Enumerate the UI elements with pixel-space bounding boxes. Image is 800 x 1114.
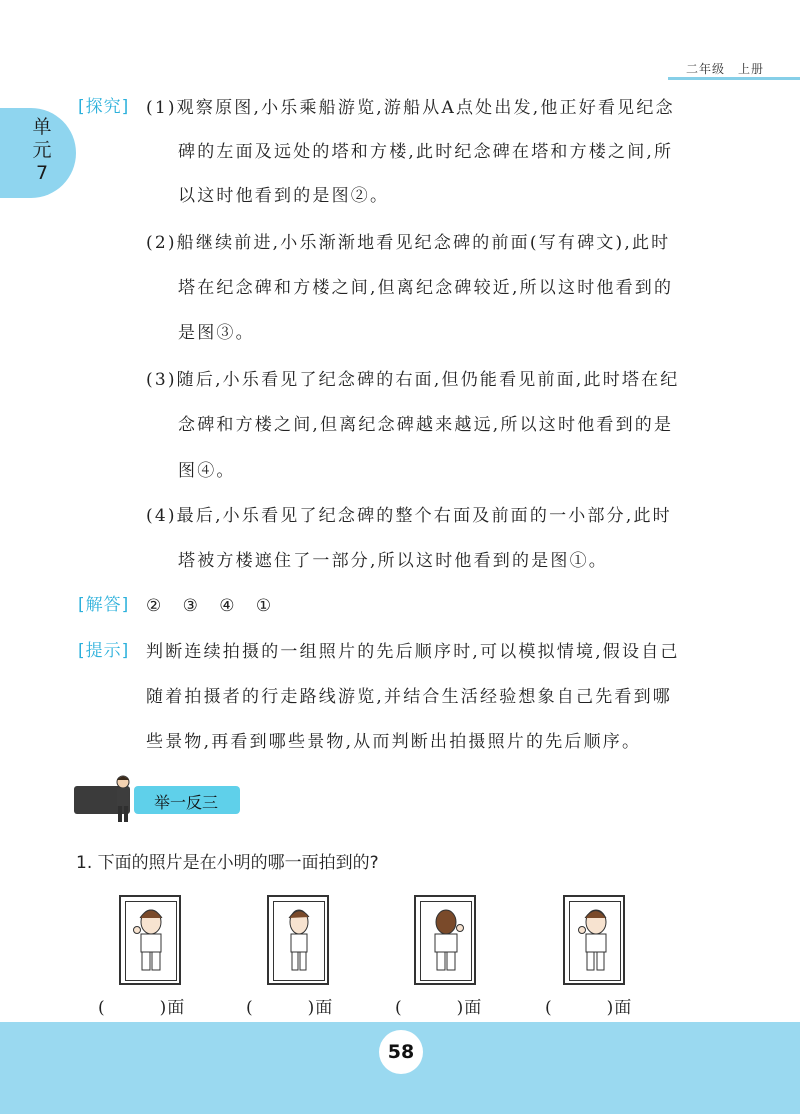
explore-line-5: 塔在纪念碑和方楼之间,但离纪念碑较近,所以这时他看到的 bbox=[178, 278, 674, 298]
blank-1[interactable]: ( )面 bbox=[98, 998, 186, 1018]
blank-3[interactable]: ( )面 bbox=[395, 998, 483, 1018]
boy-side-icon bbox=[274, 902, 324, 980]
explore-line-2: 碑的左面及远处的塔和方楼,此时纪念碑在塔和方楼之间,所 bbox=[178, 142, 674, 162]
boy-front-icon bbox=[126, 902, 176, 980]
photo-1-inner bbox=[125, 901, 177, 981]
photo-3-inner bbox=[420, 901, 472, 981]
grade-label: 二年级 上册 bbox=[686, 62, 765, 76]
hint-line-3: 些景物,再看到哪些景物,从而判断出拍摄照片的先后顺序。 bbox=[146, 732, 642, 752]
unit-label-line1: 单 bbox=[32, 116, 52, 138]
explore-line-3: 以这时他看到的是图②。 bbox=[178, 186, 390, 206]
practice-title: 举一反三 bbox=[154, 793, 219, 812]
explore-line-10: (4)最后,小乐看见了纪念碑的整个右面及前面的一小部分,此时 bbox=[146, 506, 672, 526]
explore-line-6: 是图③。 bbox=[178, 323, 255, 343]
photo-4-inner bbox=[569, 901, 621, 981]
unit-label-line3: 7 bbox=[35, 162, 49, 184]
photo-1 bbox=[119, 895, 181, 985]
boy-back-icon bbox=[421, 902, 471, 980]
explore-line-11: 塔被方楼遮住了一部分,所以这时他看到的是图①。 bbox=[178, 551, 609, 571]
explore-line-7: (3)随后,小乐看见了纪念碑的右面,但仍能看见前面,此时塔在纪 bbox=[146, 370, 680, 390]
page-number: 58 bbox=[379, 1030, 423, 1074]
unit-label bbox=[32, 116, 52, 185]
photo-2-inner bbox=[273, 901, 325, 981]
photo-2 bbox=[267, 895, 329, 985]
hint-line-2: 随着拍摄者的行走路线游览,并结合生活经验想象自己先看到哪 bbox=[146, 687, 673, 707]
blank-2[interactable]: ( )面 bbox=[246, 998, 334, 1018]
boy-three-quarter-icon bbox=[570, 902, 620, 980]
hint-tag: [提示] bbox=[78, 641, 130, 661]
unit-label-line2: 元 bbox=[32, 139, 52, 161]
explore-line-1: (1)观察原图,小乐乘船游览,游船从A点处出发,他正好看见纪念 bbox=[146, 98, 675, 118]
explore-tag: [探究] bbox=[78, 97, 130, 117]
answer-text: ② ③ ④ ① bbox=[146, 596, 274, 616]
question-1-text: 1. 下面的照片是在小明的哪一面拍到的? bbox=[76, 853, 379, 873]
teacher-icon bbox=[110, 774, 136, 824]
hint-line-1: 判断连续拍摄的一组照片的先后顺序时,可以模拟情境,假设自己 bbox=[146, 642, 680, 662]
explore-line-8: 念碑和方楼之间,但离纪念碑越来越远,所以这时他看到的是 bbox=[178, 415, 674, 435]
top-rule bbox=[668, 77, 800, 80]
explore-line-9: 图④。 bbox=[178, 461, 236, 481]
photo-4 bbox=[563, 895, 625, 985]
photo-3 bbox=[414, 895, 476, 985]
blank-4[interactable]: ( )面 bbox=[545, 998, 633, 1018]
practice-header bbox=[74, 780, 246, 816]
explore-line-4: (2)船继续前进,小乐渐渐地看见纪念碑的前面(写有碑文),此时 bbox=[146, 233, 671, 253]
answer-tag: [解答] bbox=[78, 595, 130, 615]
